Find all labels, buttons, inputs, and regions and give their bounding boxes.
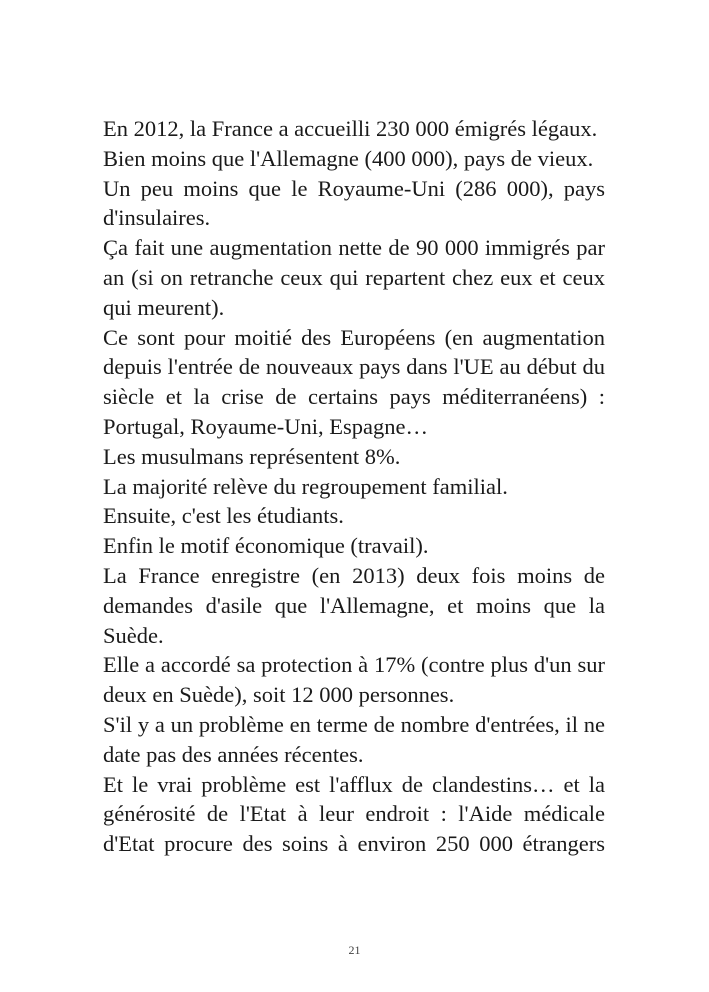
paragraph: En 2012, la France a accueilli 230 000 émigrés légaux. [103, 116, 598, 141]
body-text [103, 114, 605, 859]
paragraph: Un peu moins que le Royaume-Uni (286 000), pays d'insulaires. [103, 175, 605, 231]
paragraph: Bien moins que l'Allemagne (400 000), pays de vieux. [103, 145, 594, 171]
paragraph: Enfin le motif économique (travail). [103, 533, 429, 559]
paragraph: S'il y a un problème en terme de nombre d'entrées, il ne date pas des années récentes. [103, 711, 605, 767]
paragraph: Ensuite, c'est les étudiants. [103, 503, 344, 529]
paragraph: La majorité relève du regroupement familial. [103, 473, 508, 499]
paragraph: Les musulmans représentent 8%. [103, 443, 401, 469]
page-number: 21 [348, 943, 361, 957]
paragraph: La France enregistre (en 2013) deux fois moins de demandes d'asile que l'Allemagne, et moins que la Suède. [103, 562, 605, 648]
paragraph: Ce sont pour moitié des Européens (en augmentation depuis l'entrée de nouveaux pays dans l'UE au début du siècle et la crise de certains pays méditerranéens) : Portugal, Royaume-Uni, Espagne… [103, 324, 605, 439]
paragraph: Et le vrai problème est l'afflux de clandestins… et la générosité de l'Etat à leur endroit : l'Aide médicale d'Etat procure des soins à environ 250 000 étrangers [103, 771, 605, 857]
paragraph: Elle a accordé sa protection à 17% (contre plus d'un sur deux en Suède), soit 12 000 personnes. [103, 652, 605, 708]
paragraph: Ça fait une augmentation nette de 90 000 immigrés par an (si on retranche ceux qui repartent chez eux et ceux qui meurent). [103, 235, 605, 320]
